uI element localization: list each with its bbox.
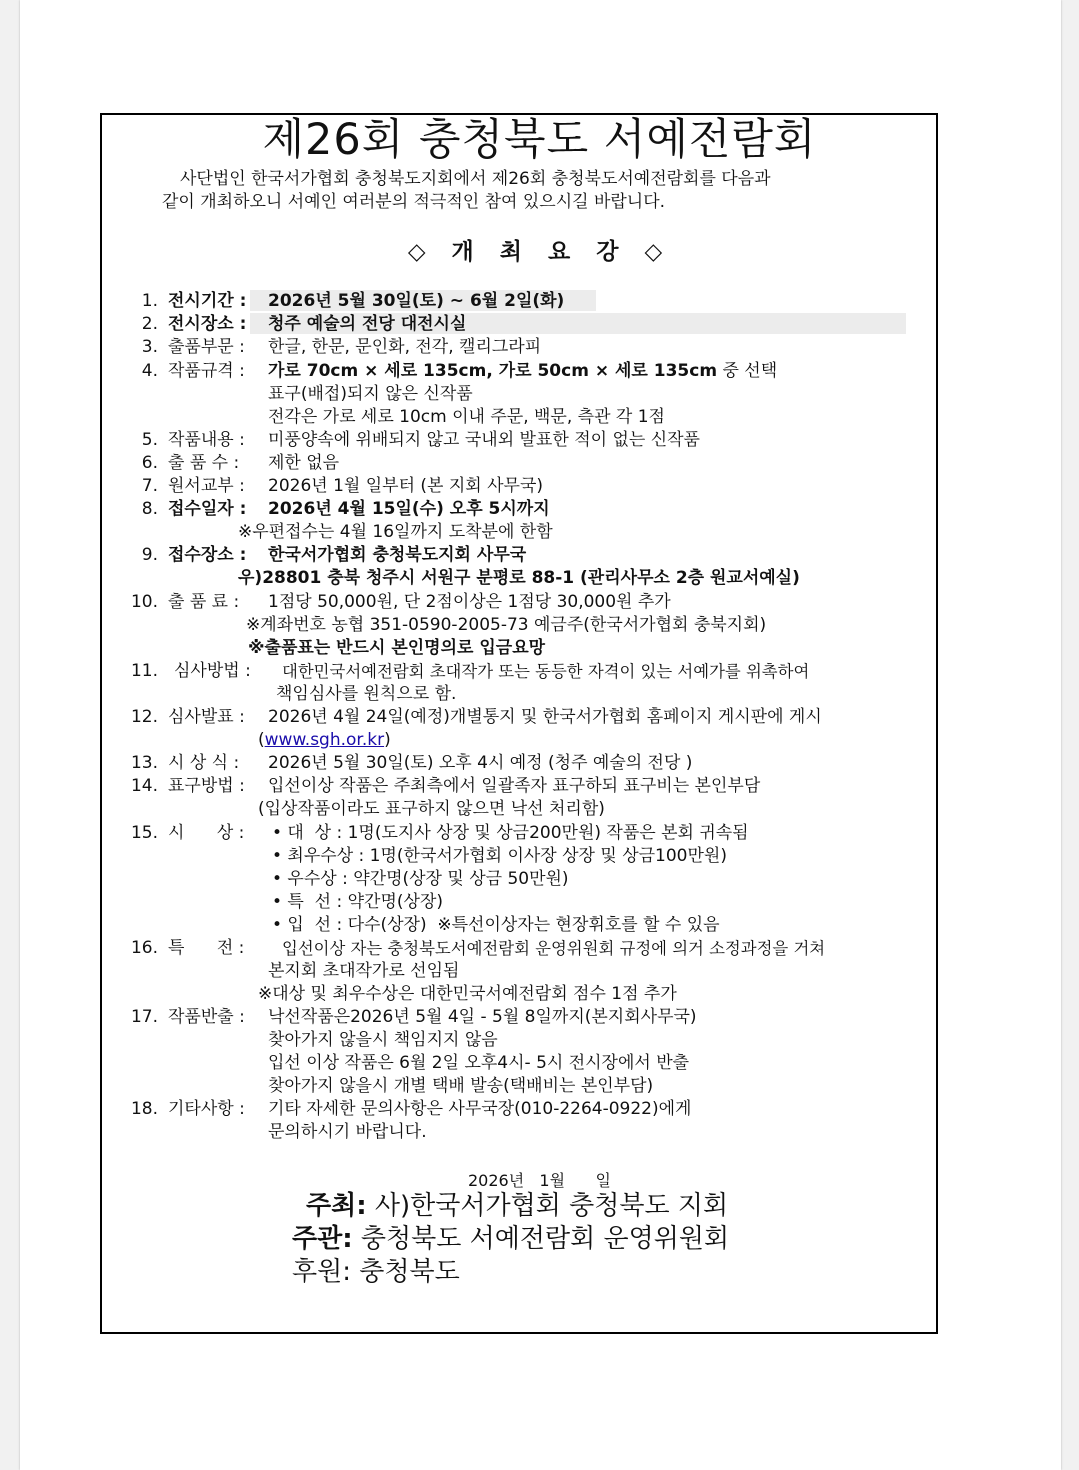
item-number: 9. [141,545,158,565]
item-value: 낙선작품은2026년 5월 4일 - 5월 8일까지(본지회사무국) [268,1007,697,1027]
item-value [268,360,777,383]
organizer-value: 충청북도 서예전람회 운영위원회 [352,1224,730,1254]
item-sub: 찾아가지 않을시 책임지지 않음 [268,1030,498,1050]
organizer-line [292,1223,729,1255]
item-number: 17. [130,1007,158,1027]
item-label: 출 품 수 : [168,453,240,473]
item-value-tail: 중 선택 [717,361,778,381]
award-line: • 특 선 : 약간명(상장) [272,892,443,912]
item-label: 접수장소 : [168,545,247,565]
item-sub [258,729,391,752]
intro-line-1: 사단법인 한국서가협회 충청북도지회에서 제26회 충청북도서예전람회를 다음과 [180,169,771,189]
item-label: 전시장소 : [168,314,247,334]
item-number: 18. [130,1099,158,1119]
item-label: 원서교부 : [168,476,245,496]
item-value: 2026년 4월 15일(수) 오후 5시까지 [268,499,550,519]
host-value: 사)한국서가협회 충청북도 지회 [366,1191,729,1221]
item-value: 1점당 50,000원, 단 2점이상은 1점당 30,000원 추가 [268,592,671,612]
item-value: 한국서가협회 충청북도지회 사무국 [268,545,527,565]
item-label: 특 전 : [168,938,245,958]
item-value: 대한민국서예전람회 초대작가 또는 동등한 자격이 있는 서예가를 위촉하여 [282,662,810,681]
item-number: 3. [141,337,158,357]
sponsor-line [292,1256,460,1288]
item-value-bold: 가로 70cm × 세로 135cm, 가로 50cm × 세로 135cm [268,361,718,381]
item-value: 2026년 5월 30일(토) ~ 6월 2일(화) [268,291,565,311]
item-number: 13. [130,753,158,773]
item-label: 표구방법 : [168,776,245,796]
item-value: 청주 예술의 전당 대전시실 [268,314,467,334]
item-number: 8. [141,499,158,519]
item-number: 16. [130,938,158,958]
paren-open: ( [258,730,265,750]
item-label: 접수일자 : [168,499,247,519]
organizer-label: 주관: [292,1224,353,1254]
item-label: 출품부문 : [168,337,245,357]
item-label: 시 상 : [168,823,245,843]
item-sub: 표구(배접)되지 않은 신작품 [268,384,473,404]
item-sub: 책임심사를 원칙으로 함. [276,684,457,704]
section-title: ◇ 개 최 요 강 ◇ [407,239,672,265]
item-number: 15. [130,823,158,843]
item-label: 작품규격 : [168,361,245,381]
host-line [306,1190,728,1222]
item-number: 7. [141,476,158,496]
item-value: 기타 자세한 문의사항은 사무국장(010-2264-0922)에게 [268,1099,692,1119]
issue-date: 2026년 1월 일 [467,1171,612,1190]
award-line: • 최우수상 : 1명(한국서가협회 이사장 상장 및 상금100만원) [272,846,727,866]
item-number: 11. [130,661,158,681]
item-number: 4. [141,361,158,381]
item-note: ※계좌번호 농협 351-0590-2005-73 예금주(한국서가협회 충북지회) [246,615,767,635]
host-label: 주최: [306,1191,367,1221]
item-note: ※대상 및 최우수상은 대한민국서예전람회 점수 1점 추가 [258,984,677,1004]
item-value: 제한 없음 [268,453,340,473]
document-title: 제26회 충청북도 서예전람회 [262,115,817,165]
award-line: • 우수상 : 약간명(상장 및 상금 50만원) [272,869,569,889]
item-value: 미풍양속에 위배되지 않고 국내외 발표한 적이 없는 신작품 [268,430,700,450]
item-value: 2026년 1월 일부터 (본 지회 사무국) [268,476,544,496]
item-label: 전시기간 : [168,291,247,311]
item-number: 12. [130,707,158,727]
item-note: ※출품표는 반드시 본인명의로 입금요망 [248,638,546,658]
sponsor-label: 후원: [292,1257,351,1287]
item-label: 출 품 료 : [168,592,240,612]
item-label: 심사방법 : [174,661,251,681]
website-link[interactable]: www.sgh.or.kr [264,730,385,750]
item-sub: (입상작품이라도 표구하지 않으면 낙선 처리함) [258,799,605,819]
item-value: 입선이상 자는 충청북도서예전람회 운영위원회 규정에 의거 소정과정을 거쳐 [282,939,826,958]
item-value: 2026년 4월 24일(예정)개별통지 및 한국서가협회 홈페이지 게시판에 게시 [268,707,822,727]
item-number: 2. [141,314,158,334]
item-sub: 전각은 가로 세로 10cm 이내 주문, 백문, 측관 각 1점 [268,407,665,427]
item-sub: 찾아가지 않을시 개별 택배 발송(택배비는 본인부담) [268,1076,654,1096]
award-line: • 입 선 : 다수(상장) ※특선이상자는 현장휘호를 할 수 있음 [272,915,720,935]
item-sub: 우)28801 충북 청주시 서원구 분평로 88-1 (관리사무소 2층 원교서예실) [238,568,800,588]
item-sub: 문의하시기 바랍니다. [268,1122,427,1142]
item-label: 기타사항 : [168,1099,245,1119]
item-number: 5. [141,430,158,450]
item-value: 한글, 한문, 문인화, 전각, 캘리그라피 [268,337,542,357]
sponsor-value: 충청북도 [351,1257,460,1287]
item-label: 작품내용 : [168,430,245,450]
item-number: 10. [130,592,158,612]
item-label: 작품반출 : [168,1007,245,1027]
item-label: 시 상 식 : [168,753,240,773]
item-sub: 본지회 초대작가로 선임됨 [268,961,460,981]
item-sub: 입선 이상 작품은 6월 2일 오후4시- 5시 전시장에서 반출 [268,1053,690,1073]
item-note: ※우편접수는 4월 16일까지 도착분에 한함 [238,522,553,542]
item-number: 1. [141,291,158,311]
item-value: 입선이상 작품은 주최측에서 일괄족자 표구하되 표구비는 본인부담 [268,776,761,796]
award-line: • 대 상 : 1명(도지사 상장 및 상금200만원) 작품은 본회 귀속됨 [272,823,749,843]
item-label: 심사발표 : [168,707,245,727]
intro-line-2: 같이 개최하오니 서예인 여러분의 적극적인 참여 있으시길 바랍니다. [162,192,666,212]
item-number: 6. [141,453,158,473]
item-value: 2026년 5월 30일(토) 오후 4시 예정 (청주 예술의 전당 ) [268,753,693,773]
paren-close: ) [384,730,391,750]
item-number: 14. [130,776,158,796]
